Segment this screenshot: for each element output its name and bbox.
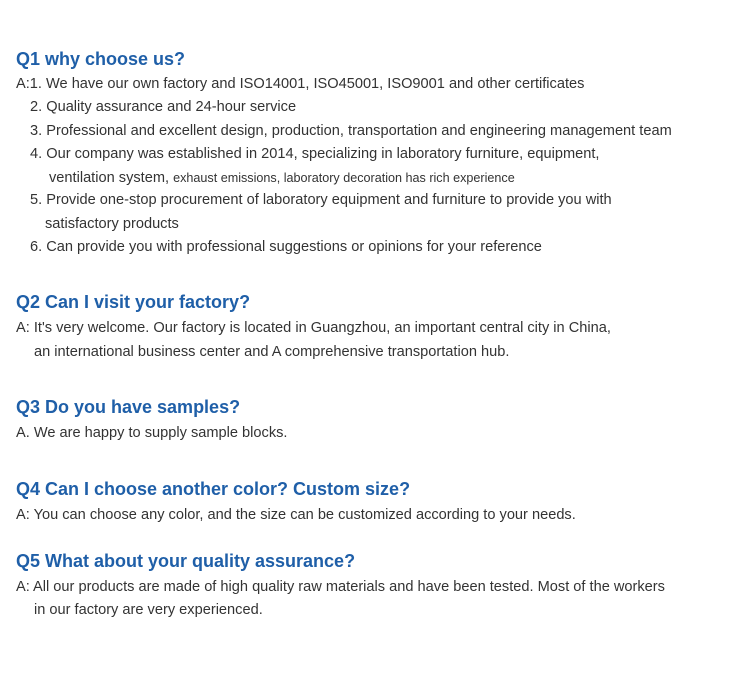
q2-heading: Q2 Can I visit your factory? <box>16 292 251 312</box>
q1-answer-line-5-small: exhaust emissions, laboratory decoration has rich experience <box>173 171 515 185</box>
q1-answer-line-6: 5. Provide one-stop procurement of laboratory equipment and furniture to provide you with <box>30 192 612 208</box>
q5-heading: Q5 What about your quality assurance? <box>16 551 356 571</box>
q1-answer-line-2: 2. Quality assurance and 24-hour service <box>30 99 297 115</box>
q1-answer-line-4: 4. Our company was established in 2014, specializing in laboratory furniture, equipment, <box>30 146 600 162</box>
q1-heading: Q1 why choose us? <box>16 49 186 69</box>
q2-answer-line-1: A: It's very welcome. Our factory is located in Guangzhou, an important central city in China, <box>16 320 611 336</box>
q3-heading: Q3 Do you have samples? <box>16 397 241 417</box>
q5-answer-line-2: in our factory are very experienced. <box>34 602 263 618</box>
q1-answer-line-8: 6. Can provide you with professional suggestions or opinions for your reference <box>30 239 542 255</box>
q1-answer-line-3: 3. Professional and excellent design, production, transportation and engineering management team <box>30 123 672 139</box>
q1-answer-line-1: A:1. We have our own factory and ISO14001, ISO45001, ISO9001 and other certificates <box>16 76 585 92</box>
q1-answer-line-5-main: ventilation system, <box>49 170 170 186</box>
q4-answer-line-1: A: You can choose any color, and the size can be customized according to your needs. <box>16 507 576 523</box>
q1-answer-line-7: satisfactory products <box>45 216 179 232</box>
q5-answer-line-1: A: All our products are made of high quality raw materials and have been tested. Most of the workers <box>16 579 665 595</box>
q4-heading: Q4 Can I choose another color? Custom size? <box>16 479 411 499</box>
q1-answer-line-5 <box>49 169 515 187</box>
q2-answer-line-2: an international business center and A comprehensive transportation hub. <box>34 344 510 360</box>
q3-answer-line-1: A. We are happy to supply sample blocks. <box>16 425 288 441</box>
